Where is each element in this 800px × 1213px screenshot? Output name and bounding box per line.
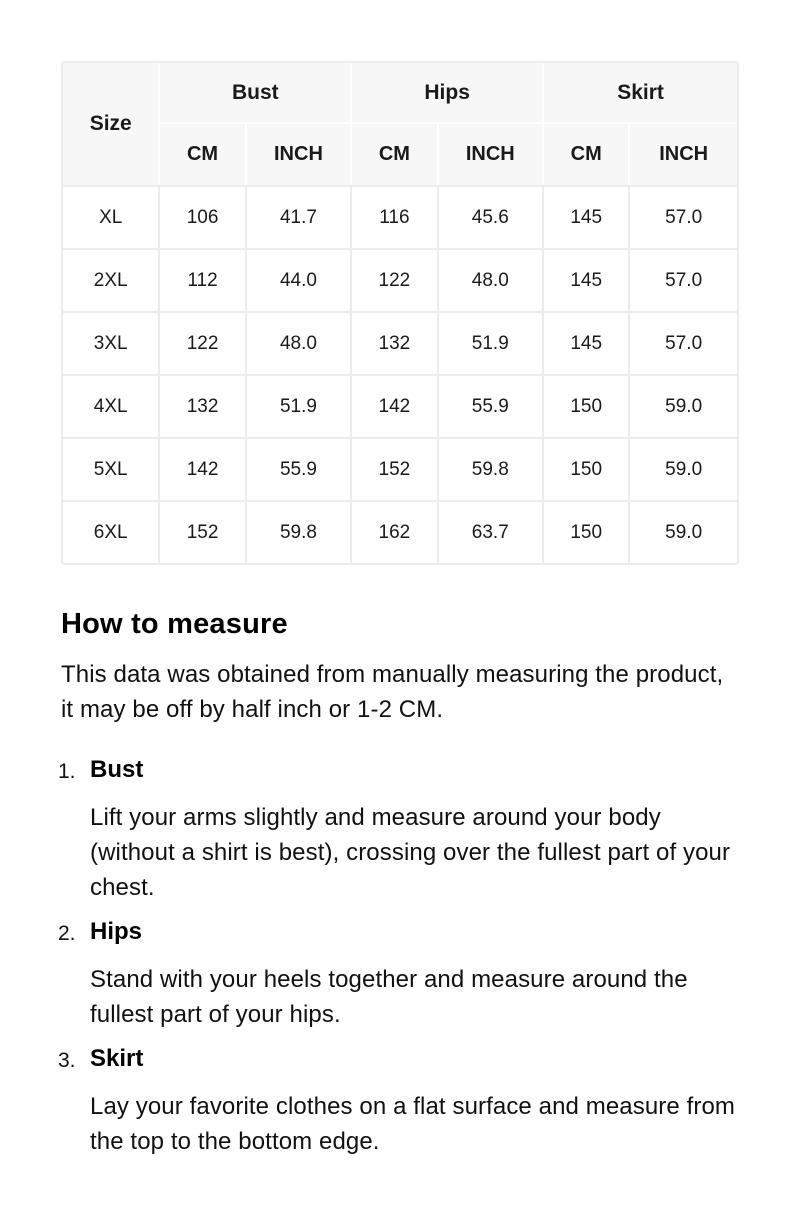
size-cell: 5XL [63, 437, 158, 500]
measurement-cell: 132 [350, 311, 436, 374]
size-cell: 6XL [63, 500, 158, 563]
skirt-group-header: Skirt [542, 63, 737, 124]
measurement-cell: 106 [158, 185, 244, 248]
measurement-cell: 132 [158, 374, 244, 437]
how-to-measure-intro: This data was obtained from manually measuring the product, it may be off by half inch or 1-2 CM. [61, 661, 724, 723]
step-description: Lay your favorite clothes on a flat surface and measure from the top to the bottom edge. [90, 1093, 735, 1155]
bust-inch-header: INCH [245, 124, 351, 185]
size-chart-header [63, 63, 737, 185]
step-description: Lift your arms slightly and measure around your body (without a shirt is best), crossing over the fullest part of your chest. [90, 804, 731, 901]
measurement-cell: 145 [542, 185, 628, 248]
how-to-measure-heading: How to measure [61, 608, 288, 640]
measurement-cell: 142 [158, 437, 244, 500]
size-cell: 4XL [63, 374, 158, 437]
measurement-cell: 59.0 [628, 437, 737, 500]
step-title-skirt: Skirt [90, 1045, 144, 1072]
measurement-cell: 152 [158, 500, 244, 563]
step-title-bust: Bust [90, 756, 144, 783]
measurement-cell: 122 [350, 248, 436, 311]
measurement-cell: 150 [542, 500, 628, 563]
measurement-cell: 63.7 [437, 500, 543, 563]
step-title-hips: Hips [90, 918, 143, 945]
measurement-cell: 55.9 [437, 374, 543, 437]
group-header-row [63, 63, 737, 124]
list-item [58, 915, 739, 1032]
bust-cm-header: CM [158, 124, 244, 185]
table-row [63, 185, 737, 248]
size-chart-table-wrapper [61, 61, 739, 565]
step-number: 3. [58, 1049, 76, 1072]
list-item [58, 753, 739, 905]
size-column-header: Size [63, 63, 158, 185]
size-chart-table [63, 63, 737, 563]
size-cell: 3XL [63, 311, 158, 374]
hips-cm-header: CM [350, 124, 436, 185]
table-row [63, 500, 737, 563]
measurement-cell: 59.8 [437, 437, 543, 500]
measurement-cell: 51.9 [245, 374, 351, 437]
measurement-cell: 45.6 [437, 185, 543, 248]
size-cell: XL [63, 185, 158, 248]
measurement-cell: 55.9 [245, 437, 351, 500]
size-cell: 2XL [63, 248, 158, 311]
measure-steps-list [58, 753, 739, 1159]
skirt-inch-header: INCH [628, 124, 737, 185]
step-number: 2. [58, 922, 76, 945]
measurement-cell: 59.0 [628, 374, 737, 437]
measurement-cell: 48.0 [437, 248, 543, 311]
measurement-cell: 48.0 [245, 311, 351, 374]
hips-group-header: Hips [350, 63, 542, 124]
measurement-cell: 59.8 [245, 500, 351, 563]
measurement-cell: 57.0 [628, 185, 737, 248]
measurement-cell: 152 [350, 437, 436, 500]
table-row [63, 437, 737, 500]
size-chart-body [63, 185, 737, 563]
measurement-cell: 57.0 [628, 248, 737, 311]
measurement-cell: 112 [158, 248, 244, 311]
measurement-cell: 145 [542, 248, 628, 311]
table-row [63, 374, 737, 437]
measurement-cell: 150 [542, 374, 628, 437]
skirt-cm-header: CM [542, 124, 628, 185]
table-row [63, 311, 737, 374]
measurement-cell: 162 [350, 500, 436, 563]
bust-group-header: Bust [158, 63, 350, 124]
list-item [58, 1042, 739, 1159]
table-row [63, 248, 737, 311]
hips-inch-header: INCH [437, 124, 543, 185]
step-description: Stand with your heels together and measure around the fullest part of your hips. [90, 966, 688, 1028]
measurement-cell: 57.0 [628, 311, 737, 374]
measurement-cell: 116 [350, 185, 436, 248]
step-number: 1. [58, 760, 76, 783]
measurement-cell: 150 [542, 437, 628, 500]
measurement-cell: 59.0 [628, 500, 737, 563]
measurement-cell: 51.9 [437, 311, 543, 374]
measurement-cell: 145 [542, 311, 628, 374]
measurement-cell: 44.0 [245, 248, 351, 311]
measurement-cell: 122 [158, 311, 244, 374]
measurement-cell: 142 [350, 374, 436, 437]
unit-header-row [63, 124, 737, 185]
measurement-cell: 41.7 [245, 185, 351, 248]
